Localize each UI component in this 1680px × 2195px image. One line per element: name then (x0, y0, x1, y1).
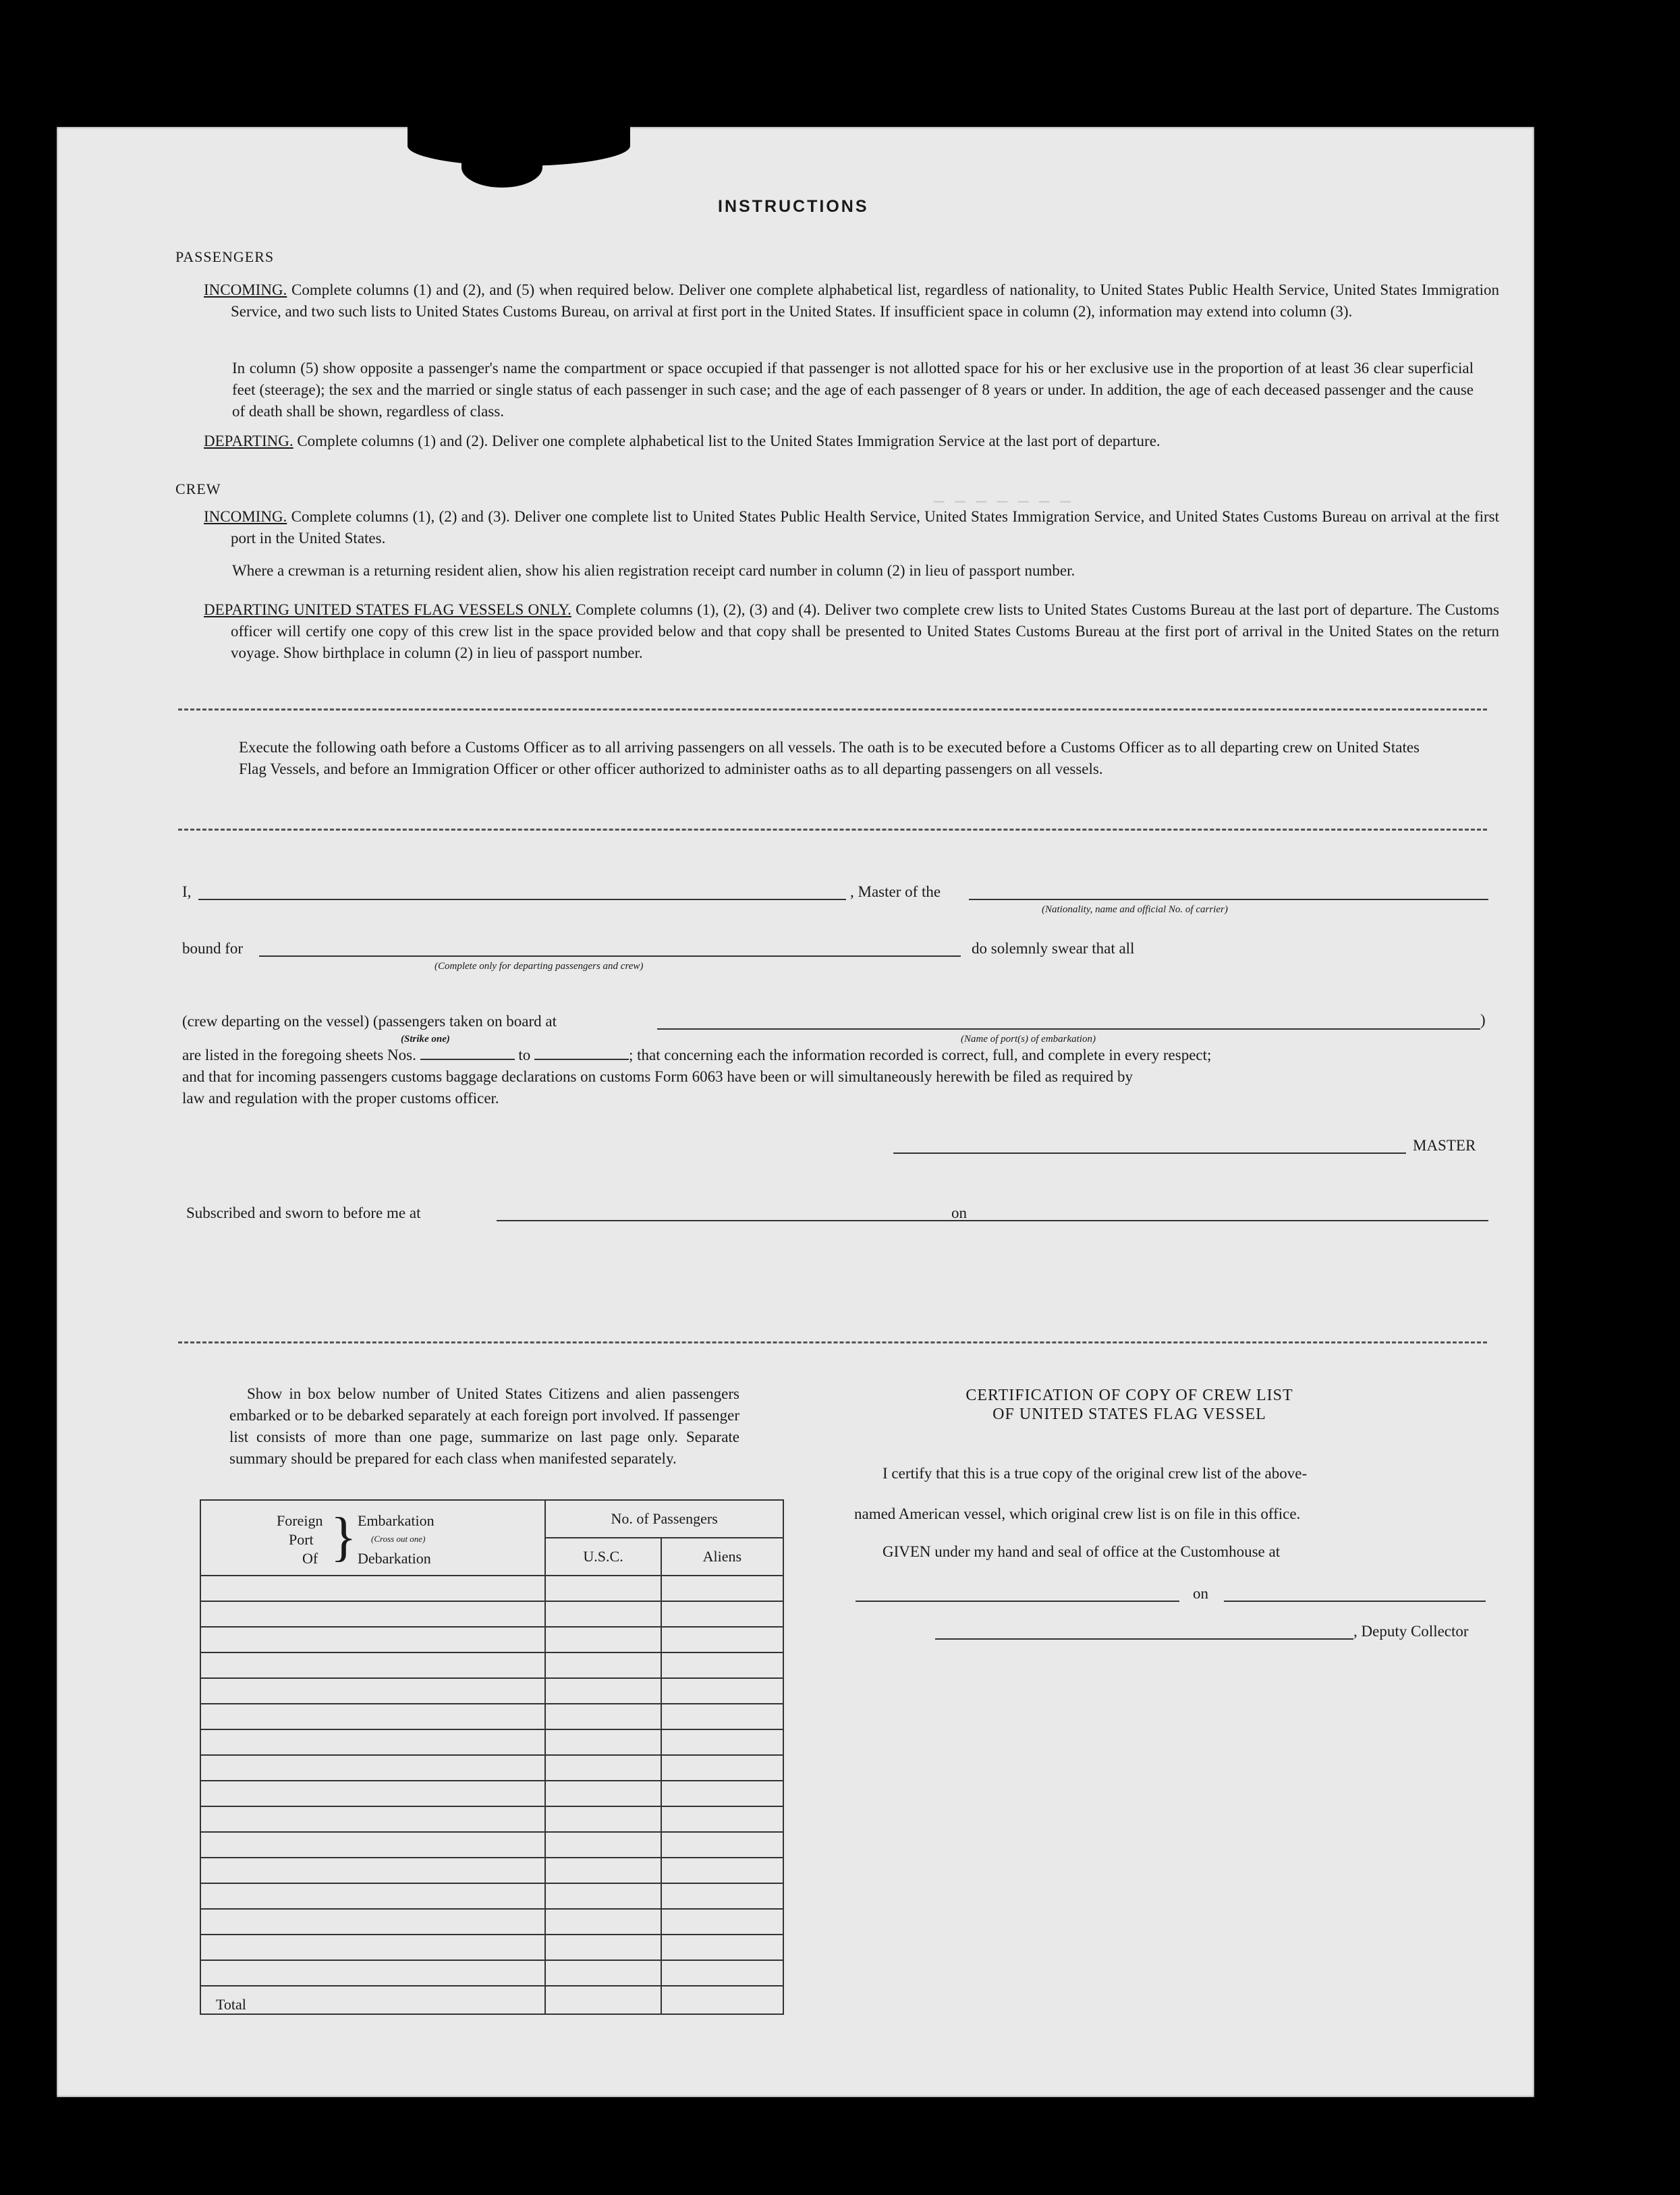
cert-heading-2: OF UNITED STATES FLAG VESSEL (992, 1406, 1266, 1423)
page-title: INSTRUCTIONS (718, 197, 869, 216)
master-of-label: , Master of the (850, 883, 941, 900)
subscribed-date-line[interactable] (976, 1220, 1488, 1221)
listed-text-4: law and regulation with the proper customs officer. (182, 1090, 499, 1107)
table-row (200, 1858, 783, 1883)
cert-date-line[interactable] (1224, 1601, 1486, 1602)
departing-text: Complete columns (1) and (2). Deliver one complete alphabetical list to the United States Immigration Service at the last port of departure. (297, 433, 1160, 449)
listed-text-3: and that for incoming passengers customs baggage declarations on customs Form 6063 have been or will simultaneously herewith be filed as required by (182, 1068, 1133, 1085)
listed-text-2: ; that concerning each the information recorded is correct, full, and complete in every respect; (628, 1047, 1212, 1063)
passengers-column5: In column (5) show opposite a passenger's name the compartment or space occupied if that passenger is not allotted space for his or her exclusive use in the proportion of at least 36 clear superficial feet (steerage); the sex and the married or single status of each passenger in such case; and the age of each passenger of 8 years or under. In addition, the age of each deceased passenger and the cause of death shall be shown, regardless of class. (232, 360, 1474, 420)
oath-intro: Execute the following oath before a Customs Officer as to all arriving passengers on all vessels. The oath is to be executed before a Customs Officer as to all departing crew on United States Flag Vessels, and before an Immigration Officer or other officer authorized to administer oaths as to all departing passengers on all vessels. (239, 739, 1420, 777)
customhouse-line[interactable] (856, 1601, 1179, 1602)
table-row (200, 1935, 783, 1960)
table-row (200, 1832, 783, 1858)
table-row (200, 1755, 783, 1781)
passengers-incoming (204, 279, 1499, 323)
divider (178, 829, 1487, 831)
swear-label: do solemnly swear that all (972, 940, 1135, 957)
embark-note: (Name of port(s) of embarkation) (961, 1034, 1096, 1045)
table-row (200, 1909, 783, 1935)
master-label: MASTER (1413, 1137, 1476, 1154)
table-row (200, 1601, 783, 1627)
master-signature-line[interactable] (893, 1152, 1406, 1154)
departing-label: DEPARTING. (204, 433, 293, 449)
passenger-summary-table (200, 1499, 784, 2015)
deputy-signature-line[interactable] (935, 1638, 1353, 1640)
col-aliens: Aliens (661, 1538, 783, 1576)
table-row (200, 1729, 783, 1755)
torn-edge (461, 147, 542, 188)
cert-text-2: named American vessel, which original crew list is on file in this office. (854, 1505, 1301, 1522)
subscribed-place-line[interactable] (497, 1220, 982, 1221)
form-page (57, 127, 1534, 2097)
cert-given: GIVEN under my hand and seal of office at the Customhouse at (883, 1543, 1281, 1560)
sheet-to-blank[interactable] (534, 1059, 629, 1060)
passengers-heading: PASSENGERS (175, 248, 275, 265)
table-row (200, 1806, 783, 1832)
subscribed-label: Subscribed and sworn to before me at (186, 1204, 421, 1221)
bound-for-label: bound for (182, 940, 244, 957)
table-row (200, 1576, 783, 1601)
crew-heading: CREW (175, 480, 221, 497)
table-row (200, 1960, 783, 1986)
crew-departing (204, 599, 1499, 664)
cert-on-label: on (1193, 1585, 1208, 1602)
sheet-from-blank[interactable] (420, 1059, 515, 1060)
col-cross: (Cross out one) (371, 1534, 426, 1544)
subscribed-on-label: on (951, 1204, 967, 1221)
table-row (200, 1627, 783, 1652)
total-label: Total (200, 1986, 545, 2014)
carrier-note: (Nationality, name and official No. of carrier) (1042, 904, 1228, 915)
col-embarkation: Embarkation (358, 1512, 435, 1529)
table-row (200, 1652, 783, 1678)
col-usc: U.S.C. (545, 1538, 661, 1576)
master-name-line[interactable] (198, 899, 846, 900)
table-row (200, 1678, 783, 1704)
crew-incoming (204, 506, 1499, 549)
cert-text-1: I certify that this is a true copy of the original crew list of the above- (883, 1465, 1308, 1482)
total-row (200, 1986, 783, 2014)
divider (178, 708, 1487, 711)
crew-departing-text: Complete columns (1), (2), (3) and (4). Deliver two complete crew lists to United States Customs Bureau at the last port of departure. The Customs officer will certify one copy of this crew list in the space provided below and that copy shall be presented to United States Customs Bureau at the first port of arrival in the United States on the return voyage. Show birthplace in column (2) in lieu of passport number. (231, 601, 1500, 661)
table-row (200, 1704, 783, 1729)
col-of: Of (302, 1550, 318, 1567)
listed-to: to (518, 1047, 531, 1063)
divider (178, 1341, 1487, 1343)
port-header (200, 1500, 545, 1576)
col-port: Port (289, 1531, 314, 1548)
table-row (200, 1781, 783, 1806)
oath-i-label: I, (182, 883, 192, 900)
listed-line-1 (182, 1045, 1211, 1066)
crew-resident: Where a crewman is a returning resident alien, show his alien registration receipt card number in column (2) in lieu of passport number. (232, 562, 1075, 579)
col-passengers: No. of Passengers (545, 1500, 783, 1538)
crew-incoming-label: INCOMING. (204, 508, 287, 525)
brace: } (331, 1507, 357, 1567)
table-row (200, 1883, 783, 1909)
bleed-through: — — — — — — — (934, 491, 1071, 511)
bound-note: (Complete only for departing passengers and crew) (435, 961, 644, 972)
close-paren: ) (1480, 1011, 1486, 1028)
incoming-text: Complete columns (1) and (2), and (5) when required below. Deliver one complete alphabetical list, regardless of nationality, to United States Public Health Service, United States Immigration Service, and two such lists to United States Customs Bureau, on arrival at first port in the United States. If insufficient space in column (2), information may extend into column (3). (231, 281, 1500, 320)
col-debarkation: Debarkation (358, 1550, 431, 1567)
strike-one-note: (Strike one) (401, 1034, 450, 1045)
crew-incoming-text: Complete columns (1), (2) and (3). Deliver one complete list to United States Public Health Service, United States Immigration Service, and United States Customs Bureau on arrival at the first port in the United States. (231, 508, 1499, 547)
passengers-departing (204, 430, 1486, 452)
crew-departing-label: DEPARTING UNITED STATES FLAG VESSELS ONLY. (204, 601, 571, 618)
listed-text-1: are listed in the foregoing sheets Nos. (182, 1047, 416, 1063)
cert-heading-1: CERTIFICATION OF COPY OF CREW LIST (965, 1387, 1293, 1404)
summary-instructions: Show in box below number of United States Citizens and alien passengers embarked or to be debarked separately at each foreign port involved. If passenger list consists of more than one page, summarize on last page only. Separate summary should be prepared for each class when manifested separately. (229, 1385, 739, 1467)
crew-departing-label: (crew departing on the vessel) (passengers taken on board at (182, 1013, 557, 1030)
deputy-collector-label: , Deputy Collector (1353, 1623, 1469, 1640)
col-foreign: Foreign (277, 1512, 323, 1529)
incoming-label: INCOMING. (204, 281, 287, 298)
